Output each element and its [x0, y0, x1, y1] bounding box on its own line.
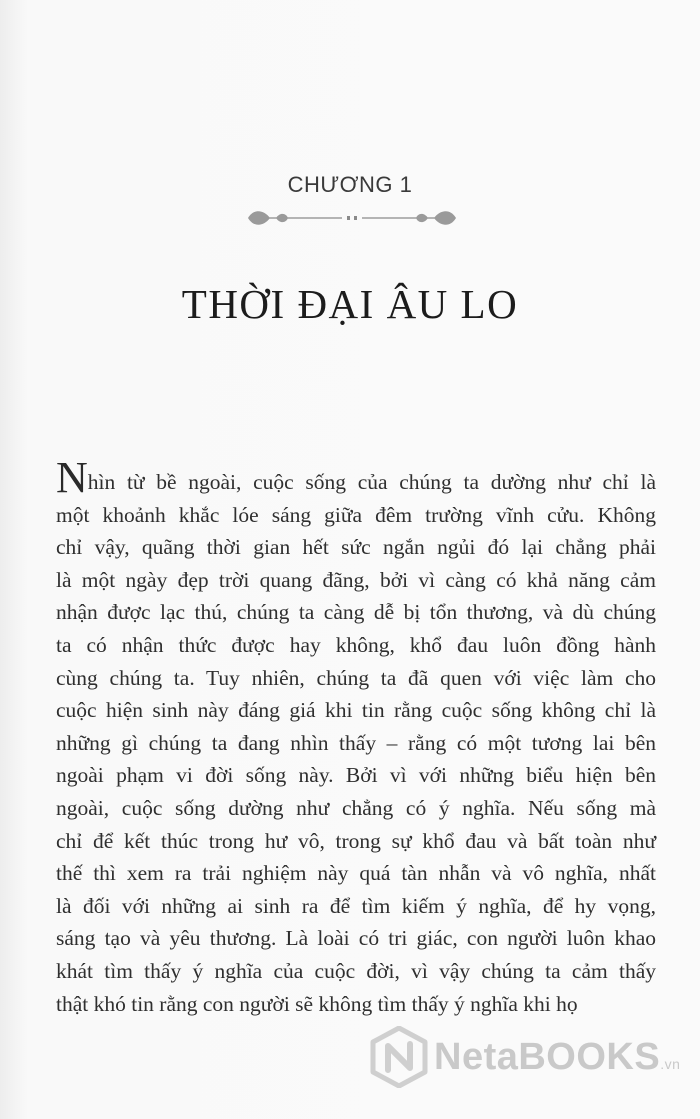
- watermark-suffix: .vn: [660, 1056, 681, 1072]
- text-line: chỉ để kết thúc trong hư vô, trong sự khổ đau và bất toàn như: [56, 828, 656, 853]
- text-line: thật khó tin rằng con người sẽ không tìm thấy ý nghĩa khi họ: [56, 991, 578, 1016]
- text-line: thế thì xem ra trải nghiệm này quá tàn nhẫn và vô nghĩa, nhất: [56, 861, 656, 886]
- text-line: là một ngày đẹp trời quang đãng, bởi vì càng có khả năng cảm: [56, 567, 656, 592]
- text-line: cuộc hiện sinh này đáng giá khi tin rằng cuộc sống không chỉ là: [56, 698, 656, 723]
- netabooks-watermark: [360, 1020, 690, 1090]
- text-line: ta có nhận thức được hay không, khổ đau luôn đồng hành: [56, 632, 656, 657]
- body-paragraph: [56, 453, 656, 1020]
- chapter-divider-ornament: [246, 204, 458, 232]
- drop-cap: N: [56, 453, 88, 502]
- text-line: [56, 453, 656, 502]
- text-line: nhận được lạc thú, chúng ta càng dễ bị tổn thương, và dù chúng: [56, 600, 656, 625]
- text-line: là đối với những ai sinh ra để tìm kiếm ý nghĩa, để hy vọng,: [56, 893, 656, 918]
- watermark-brand: NetaBOOKS: [434, 1036, 661, 1078]
- text-line: sáng tạo và yêu thương. Là loài có tri giác, con người luôn khao: [56, 926, 656, 951]
- chapter-label: CHƯƠNG 1: [287, 172, 413, 197]
- text-line: cùng chúng ta. Tuy nhiên, chúng ta đã quen với việc làm cho: [56, 665, 656, 690]
- text-line: chỉ vậy, quãng thời gian hết sức ngắn ngủi đó lại chẳng phải: [56, 535, 656, 560]
- text-line-content: hìn từ bề ngoài, cuộc sống của chúng ta dường như chỉ là: [87, 470, 656, 494]
- chapter-title: THỜI ĐẠI ÂU LO: [181, 281, 519, 327]
- text-line: khát tìm thấy ý nghĩa của cuộc đời, vì vậy chúng ta cảm thấy: [56, 958, 656, 983]
- text-line: ngoài, cuộc sống dường như chẳng có ý nghĩa. Nếu sống mà: [56, 795, 656, 820]
- netabooks-logo-icon: [370, 1026, 428, 1088]
- text-line: một khoảnh khắc lóe sáng giữa đêm trường vĩnh cửu. Không: [56, 502, 656, 527]
- watermark-text: [434, 1036, 680, 1079]
- text-line: ngoài phạm vi đời sống này. Bởi vì với những biểu hiện bên: [56, 763, 656, 788]
- text-line: những gì chúng ta đang nhìn thấy – rằng có một tương lai bên: [56, 730, 656, 755]
